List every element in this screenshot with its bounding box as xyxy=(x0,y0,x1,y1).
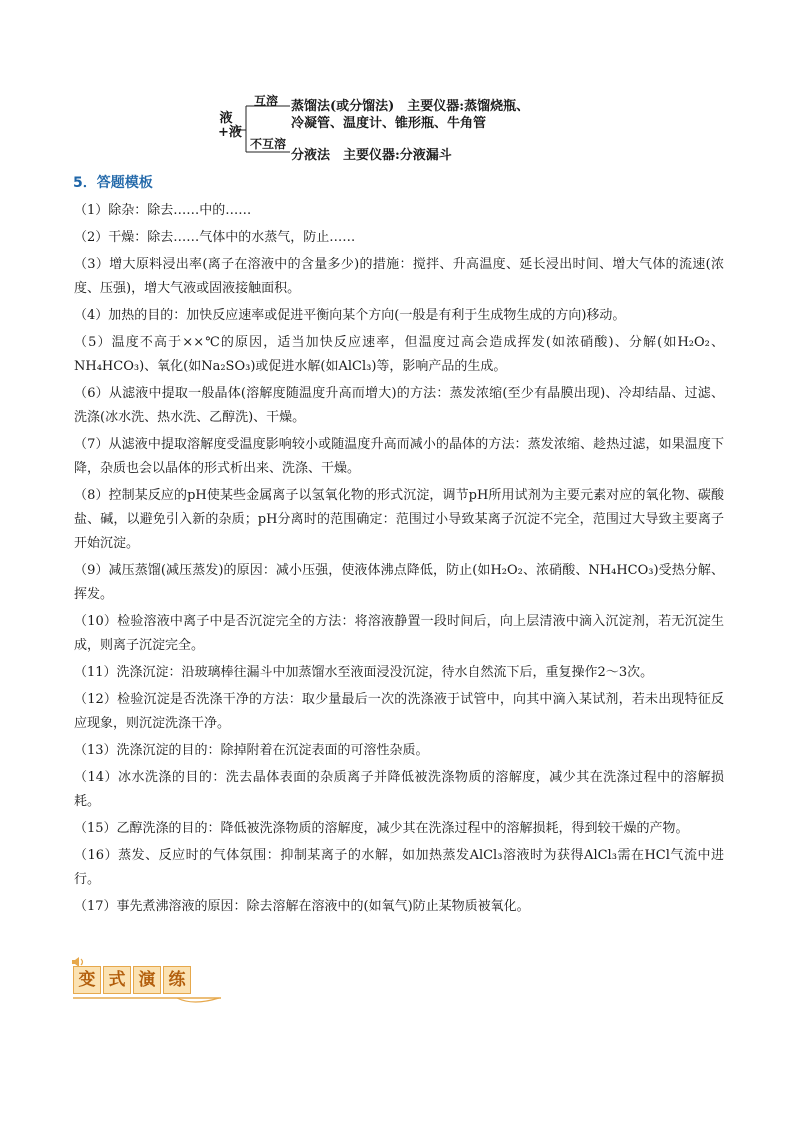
distillation-line-2: 冷凝管、温度计、锥形瓶、牛角管 xyxy=(291,116,487,131)
immiscible-tag: 不互溶 xyxy=(250,137,287,151)
banner-char: 式 xyxy=(103,966,131,994)
list-item: （13）洗涤沉淀的目的：除掉附着在沉淀表面的可溶性杂质。 xyxy=(74,743,429,758)
list-item: （6）从滤液中提取一般晶体(溶解度随温度升高而增大)的方法：蒸发浓缩(至少有晶膜出现)、冷却结晶、过滤、洗涤(冰水洗、热水洗、乙醇洗)、干燥。 xyxy=(74,386,724,425)
template-list xyxy=(74,199,724,922)
list-item: （1）除杂：除去……中的…… xyxy=(74,203,252,218)
list-item: （16）蒸发、反应时的气体氛围：抑制某离子的水解，如加热蒸发AlCl₃溶液时为获得AlCl₃需在HCl气流中进行。 xyxy=(74,848,724,887)
miscible-tag: 互溶 xyxy=(254,94,279,108)
list-item: （17）事先煮沸溶液的原因：除去溶解在溶液中的(如氧气)防止某物质被氧化。 xyxy=(74,899,530,914)
list-item: （9）减压蒸馏(减压蒸发)的原因：减小压强，使液体沸点降低，防止(如H₂O₂、浓硝酸、NH₄HCO₃)受热分解、挥发。 xyxy=(74,563,724,602)
list-item: （8）控制某反应的pH使某些金属离子以氢氧化物的形式沉淀，调节pH所用试剂为主要元素对应的氧化物、碳酸盐、碱，以避免引入新的杂质；pH分离时的范围确定：范围过小导致某离子沉淀不完全，范围过大导致主要离子开始沉淀。 xyxy=(74,488,724,551)
banner-char: 演 xyxy=(133,966,161,994)
list-item: （14）冰水洗涤的目的：洗去晶体表面的杂质离子并降低被洗涤物质的溶解度，减少其在洗涤过程中的溶解损耗。 xyxy=(74,770,724,809)
list-item: （2）干燥：除去……气体中的水蒸气，防止…… xyxy=(74,230,356,245)
separation-diagram xyxy=(218,92,578,168)
banner-char: 练 xyxy=(163,966,191,994)
list-item: （7）从滤液中提取溶解度受温度影响较小或随温度升高而减小的晶体的方法：蒸发浓缩、趁热过滤，如果温度下降，杂质也会以晶体的形式析出来、洗涤、干燥。 xyxy=(74,437,724,476)
banner-char: 变 xyxy=(73,966,101,994)
speaker-icon xyxy=(71,956,85,968)
list-item: （5）温度不高于××℃的原因，适当加快反应速率，但温度过高会造成挥发(如浓硝酸)、分解(如H₂O₂、NH₄HCO₃)、氧化(如Na₂SO₃)或促进水解(如AlCl₃)等，影响产品的生成。 xyxy=(74,335,724,374)
list-item: （11）洗涤沉淀：沿玻璃棒往漏斗中加蒸馏水至液面浸没沉淀，待水自然流下后，重复操作2～3次。 xyxy=(74,665,654,680)
list-item: （15）乙醇洗涤的目的：降低被洗涤物质的溶解度，减少其在洗涤过程中的溶解损耗，得到较干燥的产物。 xyxy=(74,821,689,836)
distillation-line-1: 蒸馏法(或分馏法) 主要仪器:蒸馏烧瓶、 xyxy=(291,99,530,114)
separatory-line: 分液法 主要仪器:分液漏斗 xyxy=(291,148,452,163)
list-item: （4）加热的目的：加快反应速率或促进平衡向某个方向(一般是有利于生成物生成的方向)移动。 xyxy=(74,308,626,323)
list-item: （3）增大原料浸出率(离子在溶液中的含量多少)的措施：搅拌、升高温度、延长浸出时间、增大气体的流速(浓度、压强)，增大气液或固液接触面积。 xyxy=(74,257,724,296)
section-title: 5．答题模板 xyxy=(73,175,153,191)
liquid-liquid-label: 液+液 xyxy=(218,111,242,140)
banner-underline-icon xyxy=(73,994,223,1006)
practice-banner xyxy=(73,964,191,994)
list-item: （12）检验沉淀是否洗涤干净的方法：取少量最后一次的洗涤液于试管中，向其中滴入某试剂，若未出现特征反应现象，则沉淀洗涤干净。 xyxy=(74,692,724,731)
list-item: （10）检验溶液中离子中是否沉淀完全的方法：将溶液静置一段时间后，向上层清液中滴入沉淀剂，若无沉淀生成，则离子沉淀完全。 xyxy=(74,614,724,653)
